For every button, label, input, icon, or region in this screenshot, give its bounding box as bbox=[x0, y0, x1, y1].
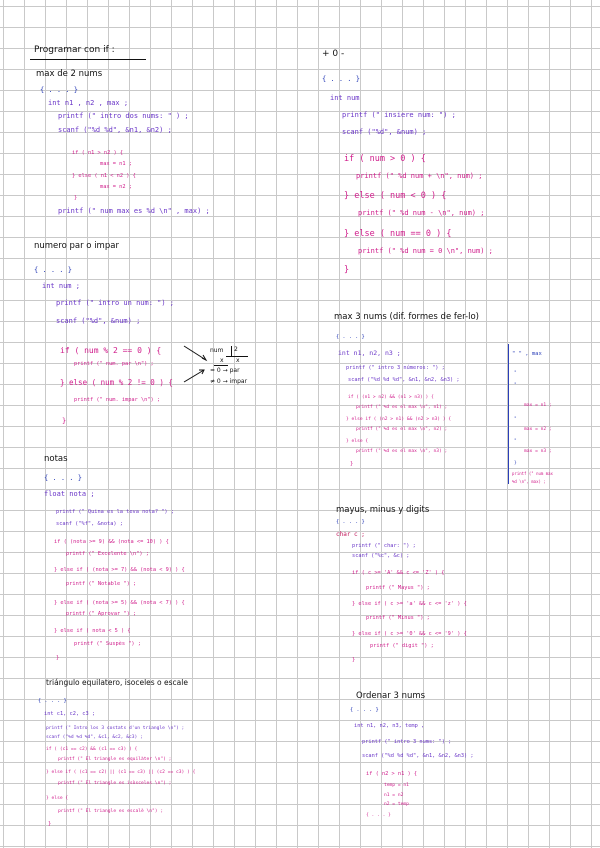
division-num: num bbox=[210, 347, 224, 354]
code-line: scanf ("%d", &num) ; bbox=[342, 128, 427, 136]
side-note: max = n1 ; bbox=[524, 403, 552, 408]
page-title: Programar con if : bbox=[34, 45, 115, 55]
code-line: } else ( n1 < n2 ) { bbox=[72, 173, 136, 179]
section-heading: max 3 nums (dif. formes de fer-lo) bbox=[334, 312, 479, 322]
side-note: max = n2 ; bbox=[524, 427, 552, 432]
side-divider bbox=[508, 344, 509, 484]
code-line: if ( c >= 'A' && c <= 'Z' ) { bbox=[352, 570, 445, 576]
code-line: printf (" Aprovar ") ; bbox=[66, 611, 137, 617]
code-line: int num ; bbox=[42, 282, 80, 290]
rule-par: = 0 → par bbox=[210, 367, 240, 374]
code-line: printf (" %d es el max \n", n3) ; bbox=[356, 449, 448, 454]
code-line: printf (" Suspès ") ; bbox=[74, 641, 141, 647]
code-line: printf (" %d num + \n", num) ; bbox=[356, 172, 483, 180]
code-line: { . . . } bbox=[350, 707, 379, 713]
code-line: printf (" Intro los 3 costats d'un triangle \n") ; bbox=[46, 726, 185, 731]
code-line: { . . . } bbox=[38, 698, 67, 704]
code-line: printf (" %d num - \n", num) ; bbox=[358, 209, 485, 217]
code-line: printf (" insiere num: ") ; bbox=[342, 111, 456, 119]
code-line: if ( (n1 > n2) && (n1 > n3) ) { bbox=[348, 395, 434, 400]
side-note: } bbox=[514, 461, 517, 466]
rule-impar: ≠ 0 → impar bbox=[210, 378, 248, 385]
section-heading: Ordenar 3 nums bbox=[356, 691, 426, 701]
code-line: if ( (c1 == c2) && (c1 == c3) ) { bbox=[46, 747, 138, 752]
code-line: scanf ("%d %d", &n1, &n2) ; bbox=[58, 126, 172, 134]
code-line: } else if ( c >= '0' && c <= '9' ) { bbox=[352, 631, 467, 637]
code-line: scanf ("%d %d %d", &c1, &c2, &c3) ; bbox=[46, 735, 143, 740]
code-line: max = n1 ; bbox=[100, 161, 132, 167]
code-line: printf (" Notable ") ; bbox=[66, 581, 137, 587]
code-line: if ( (nota >= 9) && (nota <= 10) ) { bbox=[54, 539, 169, 545]
code-line: printf (" char: ") ; bbox=[352, 543, 416, 549]
code-line: printf (" %d num = 0 \n", num) ; bbox=[358, 247, 493, 255]
division-remainder: x bbox=[220, 357, 224, 364]
code-line: temp = n1 bbox=[384, 783, 409, 788]
code-line: n2 = temp bbox=[384, 802, 409, 807]
code-line: printf (" intro un num: ") ; bbox=[56, 299, 175, 307]
code-line: } else if ( c >= 'a' && c <= 'z' ) { bbox=[352, 601, 467, 607]
arrows-diagram bbox=[182, 340, 212, 390]
code-line: scanf ("%f", &nota) ; bbox=[56, 521, 123, 527]
code-line: printf (" Mayus ") ; bbox=[366, 585, 430, 591]
code-line: printf (" intro 3 números: ") ; bbox=[346, 365, 445, 371]
code-line: printf (" Minus ") ; bbox=[366, 615, 430, 621]
code-line: float nota ; bbox=[44, 490, 95, 498]
code-line: } else if ( (n2 > n1) && (n2 > n3) ) { bbox=[346, 417, 452, 422]
code-line: printf (" intro 3 nums: ") ; bbox=[362, 739, 452, 745]
code-line: } else { bbox=[346, 439, 369, 444]
side-note: printf (" num max bbox=[512, 471, 553, 476]
side-note: %d \n", max) ; bbox=[512, 479, 546, 484]
code-line: int n1, n2, n3, temp , bbox=[354, 723, 425, 729]
code-line: printf (" El triangle es escalè \n") ; bbox=[58, 809, 164, 814]
code-line: } else ( num % 2 != 0 ) { bbox=[60, 378, 173, 387]
code-line: } bbox=[74, 195, 78, 201]
code-line: printf (" El triangle es equilàter \n") ; bbox=[58, 757, 172, 762]
code-line: int c1, c2, c3 ; bbox=[44, 711, 96, 717]
code-line: } bbox=[352, 657, 356, 663]
side-note: " bbox=[514, 439, 517, 444]
code-line: printf (" num. par \n") ; bbox=[74, 361, 154, 367]
code-line: if ( n2 > n1 ) { bbox=[366, 771, 418, 777]
code-line: if ( num % 2 == 0 ) { bbox=[60, 346, 162, 355]
code-line: } bbox=[344, 265, 350, 275]
code-line: { . . . } bbox=[336, 334, 365, 340]
code-line: } bbox=[350, 461, 354, 467]
code-line: printf (" Excelente \n") ; bbox=[66, 551, 149, 557]
side-note: " bbox=[514, 383, 517, 388]
code-line: { . . . } bbox=[366, 813, 391, 818]
code-line: printf (" El triangle es isòsceles \n") ; bbox=[58, 781, 172, 786]
code-line: int num bbox=[330, 94, 360, 102]
code-line: { . . . } bbox=[336, 519, 365, 525]
code-line: char c ; bbox=[336, 531, 365, 538]
code-line: } bbox=[62, 417, 67, 425]
code-line: printf (" Quina es la teva nota? ") ; bbox=[56, 509, 174, 515]
code-line: { . . . } bbox=[34, 266, 72, 274]
code-line: scanf ("%d %d %d", &n1, &n2, &n3) ; bbox=[362, 753, 474, 759]
code-line: if ( n1 > n2 ) { bbox=[72, 150, 124, 156]
code-line: } else { bbox=[46, 796, 69, 801]
section-heading: triángulo equilatero, isoceles o escale bbox=[46, 678, 188, 687]
code-line: printf (" num max es %d \n" , max) ; bbox=[58, 207, 210, 215]
section-heading: numero par o impar bbox=[34, 241, 119, 251]
code-line: if ( num > 0 ) { bbox=[344, 154, 426, 164]
section-heading: notas bbox=[44, 454, 68, 464]
title-underline bbox=[30, 59, 146, 60]
code-line: { . . . } bbox=[40, 86, 78, 94]
code-line: printf (" intro dos nums: " ) ; bbox=[58, 112, 189, 120]
side-note: " " , max bbox=[512, 351, 542, 357]
code-line: } else if ( (c1 == c2) || (c1 == c3) || (c2 == c3) ) { bbox=[46, 770, 196, 775]
code-line: { . . . } bbox=[44, 474, 82, 482]
code-line: int n1 , n2 , max ; bbox=[48, 99, 129, 107]
remainder-underline bbox=[214, 365, 228, 366]
code-line: scanf ("%d", &num) ; bbox=[56, 317, 141, 325]
code-line: printf (" num. impar \n") ; bbox=[74, 397, 161, 403]
code-line: } bbox=[48, 821, 52, 827]
section-heading: max de 2 nums bbox=[36, 69, 103, 79]
code-line: scanf ("%c", &c) ; bbox=[352, 553, 410, 559]
code-line: printf (" digit ") ; bbox=[370, 643, 434, 649]
code-line: } else if ( (nota >= 7) && (nota < 9) ) { bbox=[54, 567, 185, 573]
code-line: { . . . } bbox=[322, 75, 360, 83]
code-line: } else if ( (nota >= 5) && (nota < 7) ) { bbox=[54, 600, 185, 606]
code-line: } else ( num < 0 ) { bbox=[344, 191, 447, 201]
code-line: scanf ("%d %d %d", &n1, &n2, &n3) ; bbox=[348, 377, 460, 383]
section-heading: mayus, minus y digits bbox=[336, 505, 430, 515]
code-line: } else ( num == 0 ) { bbox=[344, 229, 452, 239]
code-line: } bbox=[56, 655, 60, 661]
code-line: printf (" %d es el max \n", n1) ; bbox=[356, 405, 448, 410]
code-line: printf (" %d es el max \n", n2) ; bbox=[356, 427, 448, 432]
division-quotient: x bbox=[236, 357, 240, 364]
code-line: max = n2 ; bbox=[100, 184, 132, 190]
division-divisor: 2 bbox=[234, 346, 238, 353]
code-line: } else if ( nota < 5 ) { bbox=[54, 628, 131, 634]
code-line: n1 = n2 bbox=[384, 793, 404, 798]
section-heading: + 0 - bbox=[322, 49, 345, 59]
code-line: int n1, n2, n3 ; bbox=[338, 349, 401, 357]
division-vline bbox=[231, 346, 232, 356]
side-note: " bbox=[514, 371, 517, 376]
side-note: " bbox=[514, 417, 517, 422]
side-note: max = n3 ; bbox=[524, 449, 552, 454]
